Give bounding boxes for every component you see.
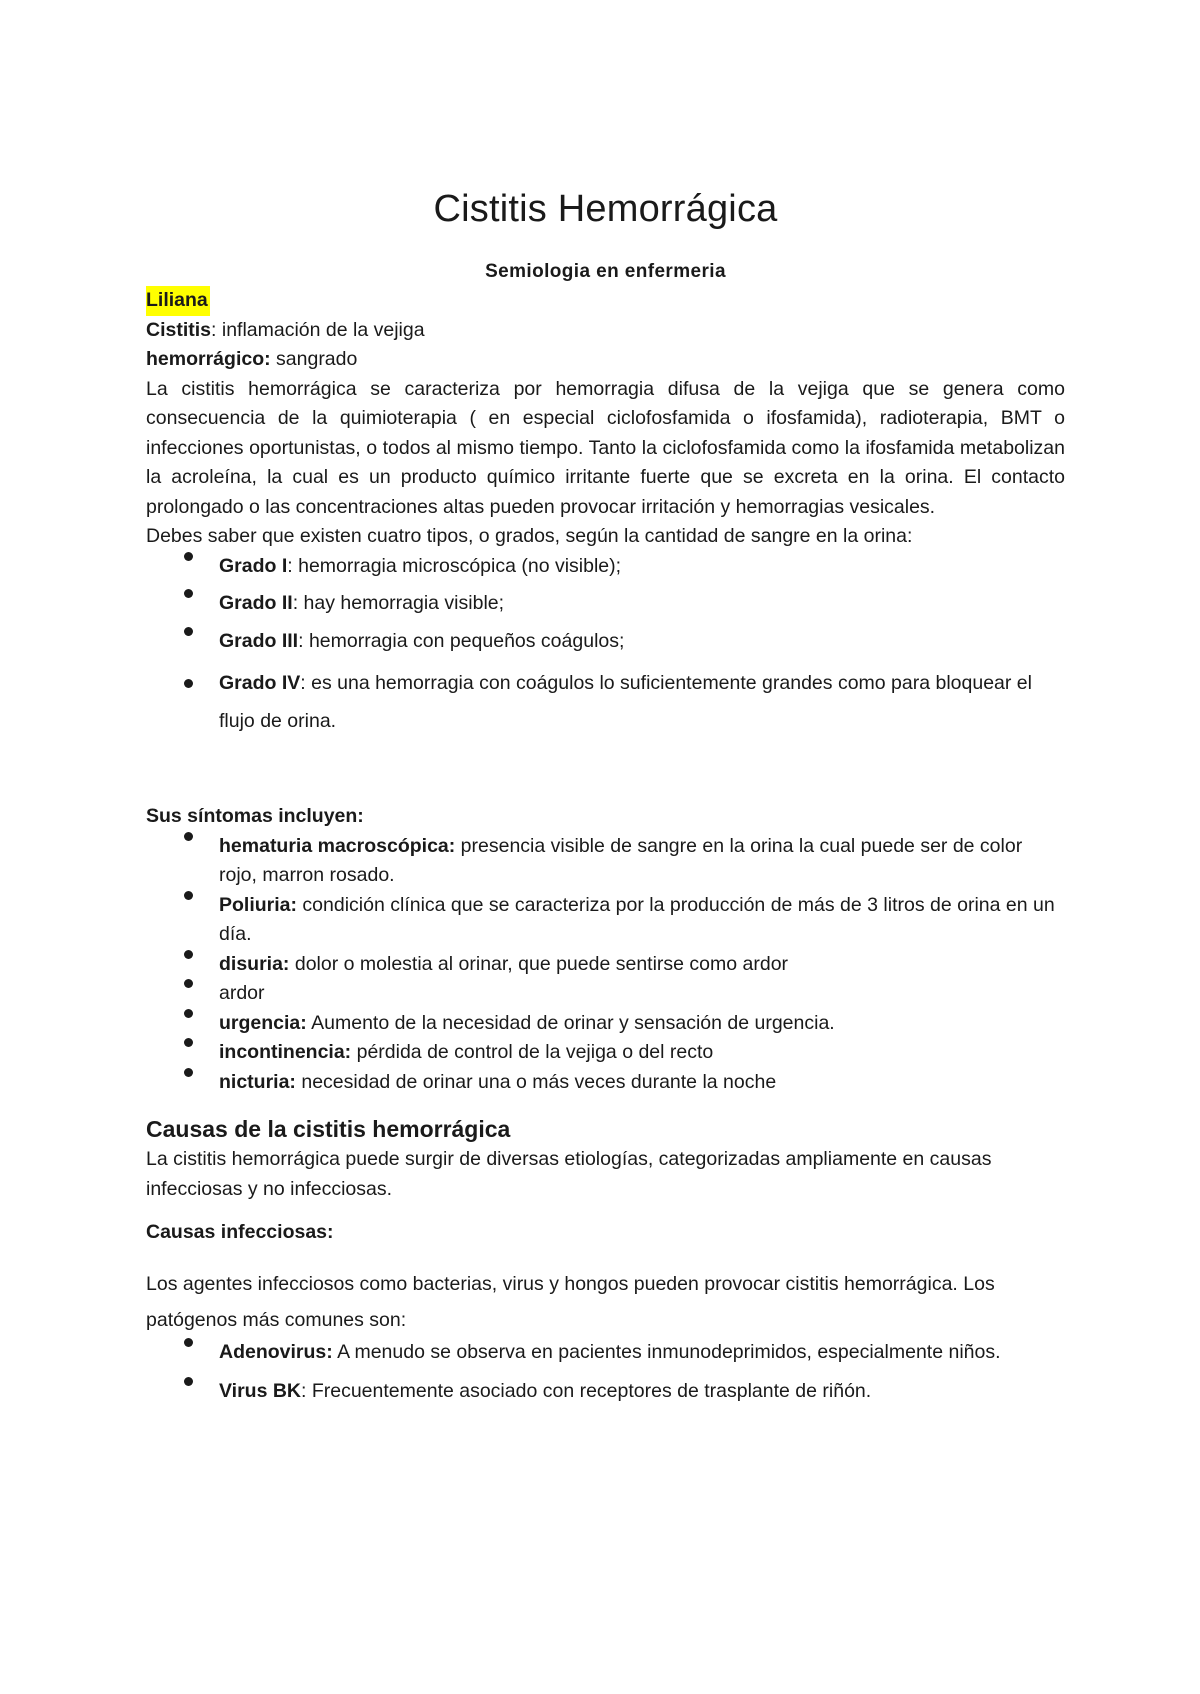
document-title: Cistitis Hemorrágica: [433, 188, 778, 230]
bullet-icon: [184, 679, 193, 688]
document-subtitle: Semiologia en enfermeria: [485, 261, 726, 282]
grades-list: [146, 552, 1065, 741]
list-item-grade-3: [146, 627, 1065, 657]
definition-term: hemorrágico:: [146, 348, 271, 370]
symptom-term: nicturia:: [219, 1070, 296, 1093]
pathogen-term: Adenovirus:: [219, 1340, 333, 1363]
definition-text: sangrado: [276, 348, 358, 370]
list-item-grade-4: [146, 664, 1065, 740]
symptom-text: dolor o molestia al orinar, que puede sentirse como ardor: [289, 952, 789, 975]
bullet-icon: [184, 979, 193, 988]
grade-text: : hemorragia microscópica (no visible);: [287, 554, 622, 577]
author-name-highlighted: Liliana: [146, 286, 210, 316]
definition-text: inflamación de la vejiga: [221, 318, 425, 341]
grade-term: Grado I: [219, 554, 288, 577]
symptom-text: necesidad de orinar una o más veces durante la noche: [295, 1070, 777, 1093]
grade-term: Grado II: [219, 592, 293, 614]
grade-text: : es una hemorragia con coágulos lo suficientemente grandes como para bloquear el flujo de orina.: [219, 672, 1032, 732]
symptom-text: presencia visible de sangre en la orina la cual puede ser de color rojo, marron rosado.: [219, 834, 1023, 886]
symptom-term: incontinencia:: [219, 1041, 352, 1063]
grade-text: : hemorragia con pequeños coágulos;: [298, 629, 625, 652]
bullet-icon: [184, 589, 193, 598]
grade-text: : hay hemorragia visible;: [292, 592, 505, 614]
bullet-icon: [184, 627, 193, 636]
definition-term: Cistitis: [146, 318, 212, 341]
grade-term: Grado III: [219, 629, 299, 652]
bullet-icon: [184, 1338, 193, 1347]
list-item-symptom: [146, 950, 1065, 980]
symptom-text: ardor: [219, 982, 265, 1004]
author-line: [146, 286, 1065, 316]
definition-sep: :: [211, 318, 222, 341]
pathogen-text: : Frecuentemente asociado con receptores de trasplante de riñón.: [301, 1380, 872, 1402]
bullet-icon: [184, 552, 193, 561]
infectious-paragraph: Los agentes infecciosos como bacterias, virus y hongos pueden provocar cistitis hemorrágica. Los patógenos más comunes son:: [146, 1272, 995, 1331]
bullet-icon: [184, 950, 193, 959]
symptom-term: Poliuria:: [219, 893, 298, 916]
bullet-icon: [184, 1038, 193, 1047]
bullet-icon: [184, 1068, 193, 1077]
bullet-icon: [184, 1377, 193, 1386]
infectious-heading: Causas infecciosas:: [146, 1221, 334, 1243]
list-item-pathogen: [146, 1377, 1065, 1407]
grades-intro: Debes saber que existen cuatro tipos, o grados, según la cantidad de sangre en la orina:: [146, 525, 913, 547]
pathogen-text: A menudo se observa en pacientes inmunodeprimidos, especialmente niños.: [332, 1340, 1001, 1363]
causes-heading: Causas de la cistitis hemorrágica: [146, 1116, 511, 1142]
causes-paragraph: La cistitis hemorrágica puede surgir de diversas etiologías, categorizadas ampliamente en causas infecciosas y no infecciosas.: [146, 1148, 992, 1200]
list-item-pathogen: [146, 1338, 1065, 1368]
definition-cistitis: [146, 316, 1065, 346]
list-item-grade-2: [146, 589, 1065, 619]
definition-hemorragico: [146, 345, 1065, 375]
grade-term: Grado IV: [219, 672, 301, 694]
list-item-grade-1: [146, 552, 1065, 582]
list-item-symptom: [146, 891, 1065, 950]
symptom-text: pérdida de control de la vejiga o del recto: [351, 1041, 714, 1063]
list-item-symptom: [146, 979, 1065, 1009]
symptom-text: Aumento de la necesidad de orinar y sensación de urgencia.: [306, 1011, 835, 1034]
symptoms-heading: Sus síntomas incluyen:: [146, 805, 364, 827]
symptoms-list: [146, 832, 1065, 1098]
list-item-symptom: [146, 1068, 1065, 1098]
bullet-icon: [184, 1009, 193, 1018]
list-item-symptom: [146, 832, 1065, 891]
bullet-icon: [184, 832, 193, 841]
symptom-term: disuria:: [219, 952, 290, 975]
list-item-symptom: [146, 1038, 1065, 1068]
list-item-symptom: [146, 1009, 1065, 1039]
pathogens-list: [146, 1338, 1065, 1407]
symptom-text: condición clínica que se caracteriza por la producción de más de 3 litros de orina en un día.: [219, 893, 1055, 945]
symptom-term: hematuria macroscópica:: [219, 834, 456, 857]
pathogen-term: Virus BK: [219, 1380, 301, 1402]
bullet-icon: [184, 891, 193, 900]
symptom-term: urgencia:: [219, 1011, 307, 1034]
intro-paragraph: La cistitis hemorrágica se caracteriza por hemorragia difusa de la vejiga que se genera como consecuencia de la quimioterapia ( en especial ciclofosfamida o ifosfamida), radioterapia, BMT o infecciones oportunistas, o todos al mismo tiempo. Tanto la ciclofosfamida como la ifosfamida metabolizan la acroleína, la cual es un producto químico irritante fuerte que se excreta en la orina. El contacto prolongado o las concentraciones altas pueden provocar irritación y hemorragias vesicales.: [146, 377, 1065, 518]
